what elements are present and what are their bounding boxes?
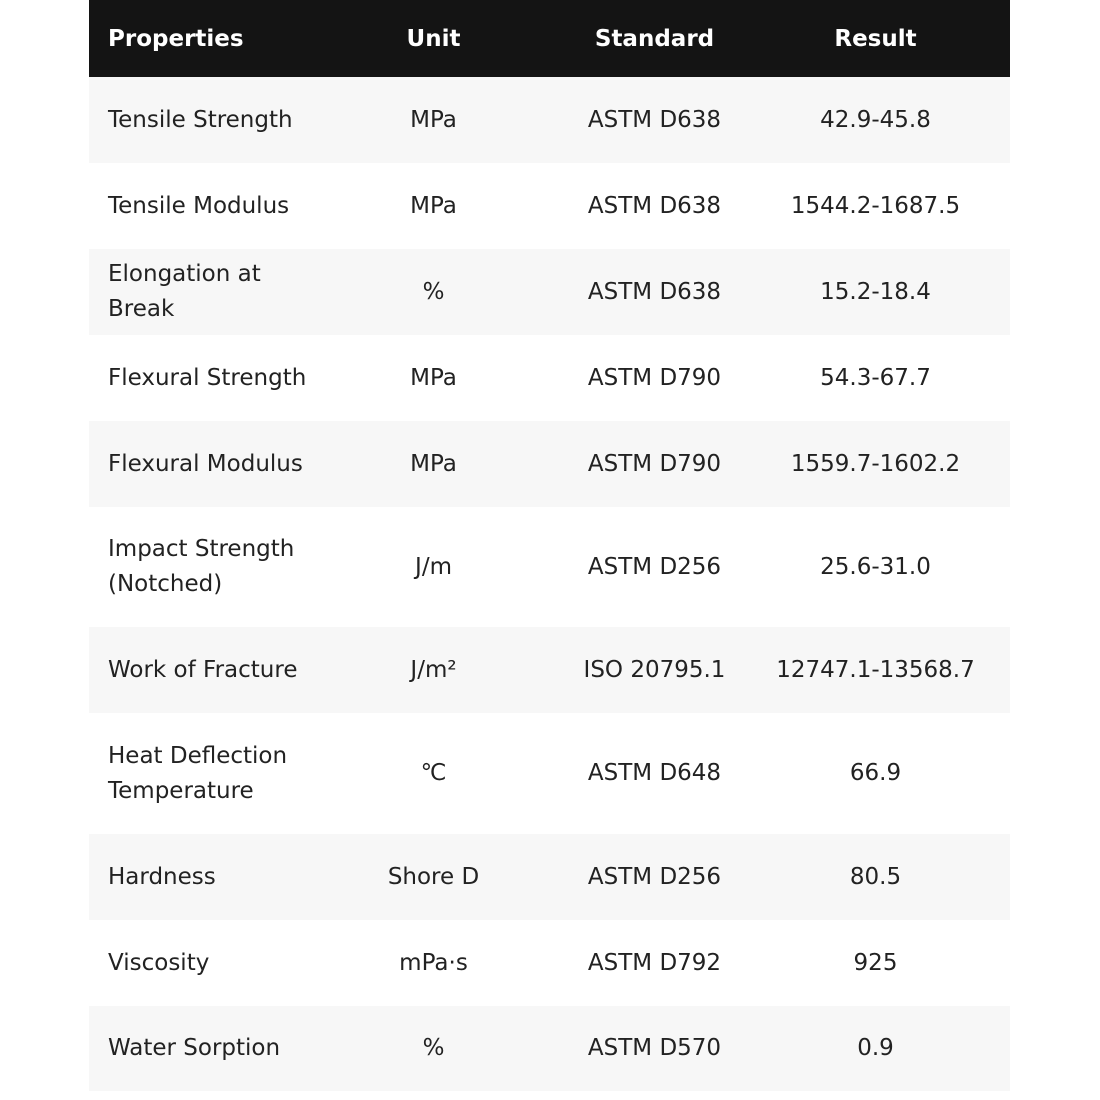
cell-property: Hardness: [108, 863, 216, 890]
cell-result: 0.9: [857, 1035, 894, 1061]
cell-unit: %: [422, 1035, 445, 1061]
cell-result: 66.9: [849, 760, 902, 786]
table-row: [89, 77, 1010, 163]
cell-property: Flexural Strength: [108, 364, 307, 391]
cell-unit: MPa: [410, 364, 457, 391]
cell-property: Elongation at Break: [108, 261, 261, 322]
cell-property: [89, 739, 323, 809]
cell-result: 925: [853, 949, 898, 976]
cell-standard: ASTM D638: [587, 106, 722, 133]
header-standard: Standard: [594, 25, 715, 52]
cell-unit: J/m: [415, 553, 452, 580]
table-row: [89, 920, 1010, 1006]
table-row: [89, 335, 1010, 421]
cell-unit: MPa: [410, 106, 457, 133]
cell-standard: ASTM D790: [587, 364, 722, 391]
table-row: [89, 163, 1010, 249]
cell-result: 42.9-45.8: [820, 106, 931, 133]
cell-result: 1544.2-1687.5: [790, 192, 961, 219]
cell-unit: mPa·s: [399, 949, 468, 976]
cell-standard: ASTM D790: [587, 450, 722, 477]
cell-result: 15.2-18.4: [820, 278, 931, 305]
table-row: [89, 713, 1010, 834]
cell-standard: ASTM D256: [587, 553, 722, 580]
cell-standard: ASTM D638: [587, 192, 722, 219]
cell-standard: ASTM D570: [587, 1035, 722, 1061]
table-header: [89, 0, 1010, 77]
cell-property: Tensile Modulus: [108, 192, 290, 219]
cell-result: 80.5: [849, 863, 902, 890]
cell-property-line: Heat Deflection: [108, 742, 288, 769]
table-row: [89, 834, 1010, 920]
cell-property: Viscosity: [108, 949, 210, 976]
cell-unit: %: [422, 278, 445, 305]
cell-property: [89, 532, 323, 602]
cell-standard: ASTM D256: [587, 863, 722, 890]
cell-unit: ℃: [420, 760, 447, 786]
cell-property-line: (Notched): [108, 571, 223, 597]
cell-property-line: Temperature: [108, 777, 254, 804]
table-row: [89, 249, 1010, 335]
cell-unit: Shore D: [387, 863, 480, 890]
header-properties: Properties: [108, 25, 244, 52]
cell-unit: MPa: [410, 450, 457, 477]
cell-result: 54.3-67.7: [820, 364, 931, 391]
cell-property: Tensile Strength: [108, 106, 293, 133]
header-result: Result: [834, 25, 917, 52]
cell-unit: J/m²: [410, 656, 457, 683]
cell-standard: ISO 20795.1: [583, 656, 726, 683]
cell-unit: MPa: [410, 192, 457, 219]
cell-result: 12747.1-13568.7: [776, 656, 975, 683]
cell-property: Work of Fracture: [108, 656, 298, 683]
cell-result: 25.6-31.0: [820, 553, 931, 580]
cell-property-line: Impact Strength: [108, 536, 295, 562]
header-unit: Unit: [406, 25, 461, 52]
cell-standard: ASTM D648: [587, 760, 722, 786]
properties-table: [89, 0, 1010, 1091]
table-row: [89, 1006, 1010, 1091]
cell-property: Water Sorption: [108, 1035, 281, 1061]
table-row: [89, 627, 1010, 713]
cell-standard: ASTM D638: [587, 278, 722, 305]
cell-standard: ASTM D792: [587, 949, 722, 976]
cell-property: Flexural Modulus: [108, 450, 303, 477]
table-row: [89, 421, 1010, 507]
cell-result: 1559.7-1602.2: [790, 450, 961, 477]
table-row: [89, 507, 1010, 627]
